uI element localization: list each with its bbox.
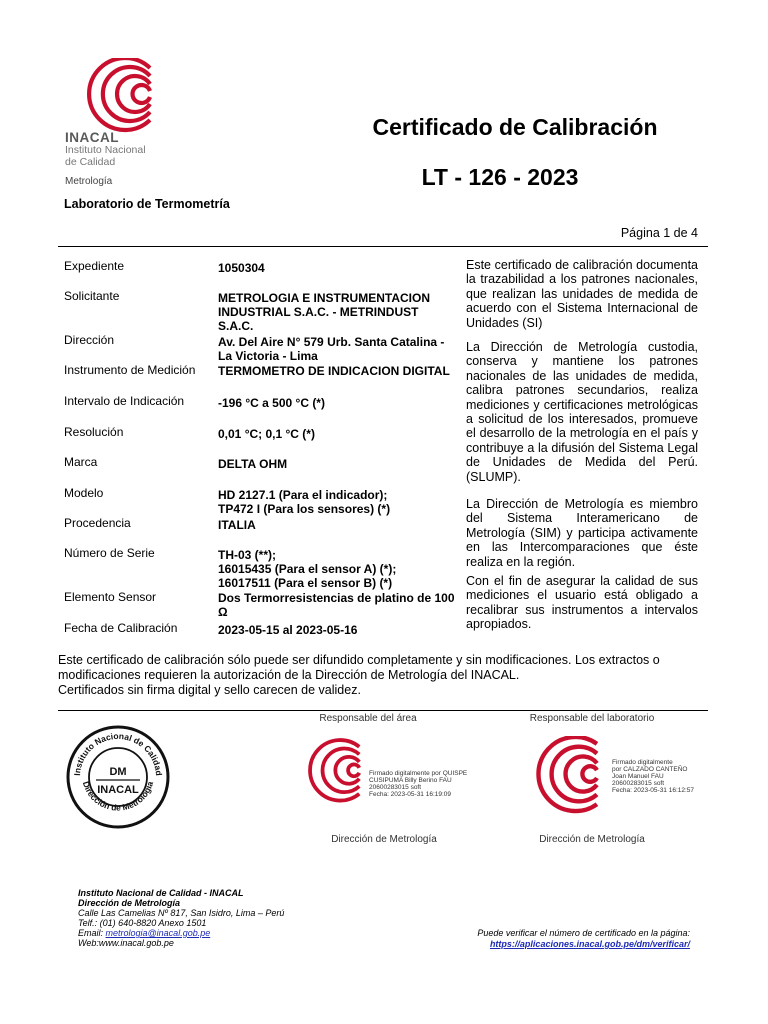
value-modelo: HD 2127.1 (Para el indicador); TP472 I (Para los sensores) (*)	[218, 488, 391, 516]
notice-line1: Este certificado de calibración sólo puede ser difundido completamente y sin modificaciones. Los extractos o modificaciones requieren la autorización de la Dirección de Metrología del INACAL.	[58, 653, 660, 682]
logo-subtitle-line2: de Calidad	[65, 155, 116, 168]
logo-subtitle	[65, 145, 175, 168]
seal-center-bottom: INACAL	[97, 784, 139, 796]
value-resolucion: 0,01 °C; 0,1 °C (*)	[218, 427, 315, 441]
sig-area-line: CUSIPUMA Billy Berino FAU	[369, 777, 452, 784]
signature-divider	[58, 710, 708, 711]
label-expediente: Expediente	[64, 259, 125, 273]
paragraph-sim-member: La Dirección de Metrología es miembro del Sistema Interamericano de Metrología (SIM) y participa activamente en las Intercomparaciones que éste realiza en la región.	[466, 497, 698, 569]
sig-area-line: Fecha: 2023-05-31 16:19:09	[369, 791, 452, 798]
label-procedencia: Procedencia	[64, 516, 131, 530]
value-expediente: 1050304	[218, 261, 265, 275]
signature-footer-laboratory: Dirección de Metrología	[539, 834, 645, 845]
signature-heading-area: Responsable del área	[319, 713, 417, 724]
sig-lab-line: 20600283015 soft	[612, 780, 665, 787]
certificate-title: Certificado de Calibración	[372, 114, 658, 140]
value-marca: DELTA OHM	[218, 457, 288, 471]
seal-center-top: DM	[109, 766, 127, 778]
label-numero-serie: Número de Serie	[64, 546, 155, 560]
institution-footer	[78, 888, 284, 948]
verify-text: Puede verificar el número de certificado en la página:	[477, 928, 690, 938]
seal-ring-bottom: Dirección de Metrología	[80, 780, 156, 813]
value-fecha-calibracion: 2023-05-15 al 2023-05-16	[218, 623, 358, 637]
dm-inacal-seal	[66, 725, 170, 829]
logo-name: INACAL	[65, 130, 119, 145]
sig-area-line: Firmado digitalmente por QUISPE	[369, 770, 468, 777]
value-intervalo: -196 °C a 500 °C (*)	[218, 396, 325, 410]
label-modelo: Modelo	[64, 486, 104, 500]
label-fecha-calibracion: Fecha de Calibración	[64, 621, 178, 635]
value-solicitante: METROLOGIA E INSTRUMENTACION INDUSTRIAL S.A.C. - METRINDUST S.A.C.	[218, 291, 430, 333]
signature-logo-area	[282, 736, 366, 808]
label-marca: Marca	[64, 455, 98, 469]
footer-email-link[interactable]: metrologia@inacal.gob.pe	[105, 928, 211, 938]
verify-link[interactable]: https://aplicaciones.inacal.gob.pe/dm/verificar/	[489, 939, 690, 949]
footer-dept: Dirección de Metrología	[78, 898, 181, 908]
digital-signature-area	[369, 770, 499, 798]
label-solicitante: Solicitante	[64, 289, 120, 303]
value-procedencia: ITALIA	[218, 518, 256, 532]
sig-lab-line: Joan Manuel FAU	[612, 773, 664, 780]
laboratory-name: Laboratorio de Termometría	[64, 197, 230, 211]
signature-logo-laboratory	[506, 736, 606, 814]
certificate-number: LT - 126 - 2023	[421, 164, 579, 190]
sig-area-line: 20600283015 soft	[369, 784, 422, 791]
value-elemento-sensor: Dos Termorresistencias de platino de 100 Ω	[218, 591, 455, 619]
inacal-logo	[58, 58, 158, 138]
footer-org: Instituto Nacional de Calidad - INACAL	[78, 888, 244, 898]
paragraph-metrology-direction: La Dirección de Metrología custodia, conserva y mantiene los patrones nacionales de las unidades de medida, calibra patrones secundarios, realiza mediciones y certificaciones metrológicas a solicitud de los interesados, promueve el desarrollo de la metrología en el país y contribuye a la difusión del Sistema Legal de Unidades de Medida del Perú. (SLUMP).	[466, 340, 698, 484]
header-divider	[58, 246, 708, 247]
footer-address: Calle Las Camelias Nº 817, San Isidro, Lima – Perú	[78, 908, 285, 918]
footer-web: Web:www.inacal.gob.pe	[78, 938, 174, 948]
signature-heading-laboratory: Responsable del laboratorio	[529, 713, 655, 724]
digital-signature-laboratory	[612, 759, 742, 794]
notice-line2: Certificados sin firma digital y sello carecen de validez.	[58, 683, 361, 697]
sig-lab-line: Firmado digitalmente	[612, 759, 673, 766]
value-direccion: Av. Del Aire N° 579 Urb. Santa Catalina - La Victoria - Lima	[218, 335, 445, 363]
footer-email-label: Email:	[78, 928, 106, 938]
paragraph-recalibration: Con el fin de asegurar la calidad de sus mediciones el usuario está obligado a recalibrar sus instrumentos a intervalos apropiados.	[466, 574, 698, 632]
label-resolucion: Resolución	[64, 425, 124, 439]
seal-ring-top: Instituto Nacional de Calidad	[72, 730, 165, 777]
label-elemento-sensor: Elemento Sensor	[64, 590, 157, 604]
sig-lab-line: Fecha: 2023-05-31 16:12:57	[612, 787, 695, 794]
value-numero-serie: TH-03 (**); 16015435 (Para el sensor A) (*); 16017511 (Para el sensor B) (*)	[218, 548, 397, 590]
sig-lab-line: por CALZADO CANTEÑO	[612, 766, 688, 773]
paragraph-traceability: Este certificado de calibración documenta la trazabilidad a los patrones nacionales, que realizan las unidades de medida de acuerdo con el Sistema Internacional de Unidades (SI)	[466, 258, 698, 330]
distribution-notice	[58, 653, 708, 698]
value-instrumento: TERMOMETRO DE INDICACION DIGITAL	[218, 364, 450, 378]
verify-block	[420, 928, 690, 950]
logo-subtitle-line1: Instituto Nacional	[65, 144, 146, 156]
logo-area: Metrología	[65, 176, 113, 187]
label-direccion: Dirección	[64, 333, 115, 347]
footer-phone: Telf.: (01) 640-8820 Anexo 1501	[78, 918, 207, 928]
page-number: Página 1 de 4	[620, 226, 698, 240]
label-instrumento: Instrumento de Medición	[64, 363, 196, 377]
label-intervalo: Intervalo de Indicación	[64, 394, 185, 408]
signature-footer-area: Dirección de Metrología	[331, 834, 437, 845]
